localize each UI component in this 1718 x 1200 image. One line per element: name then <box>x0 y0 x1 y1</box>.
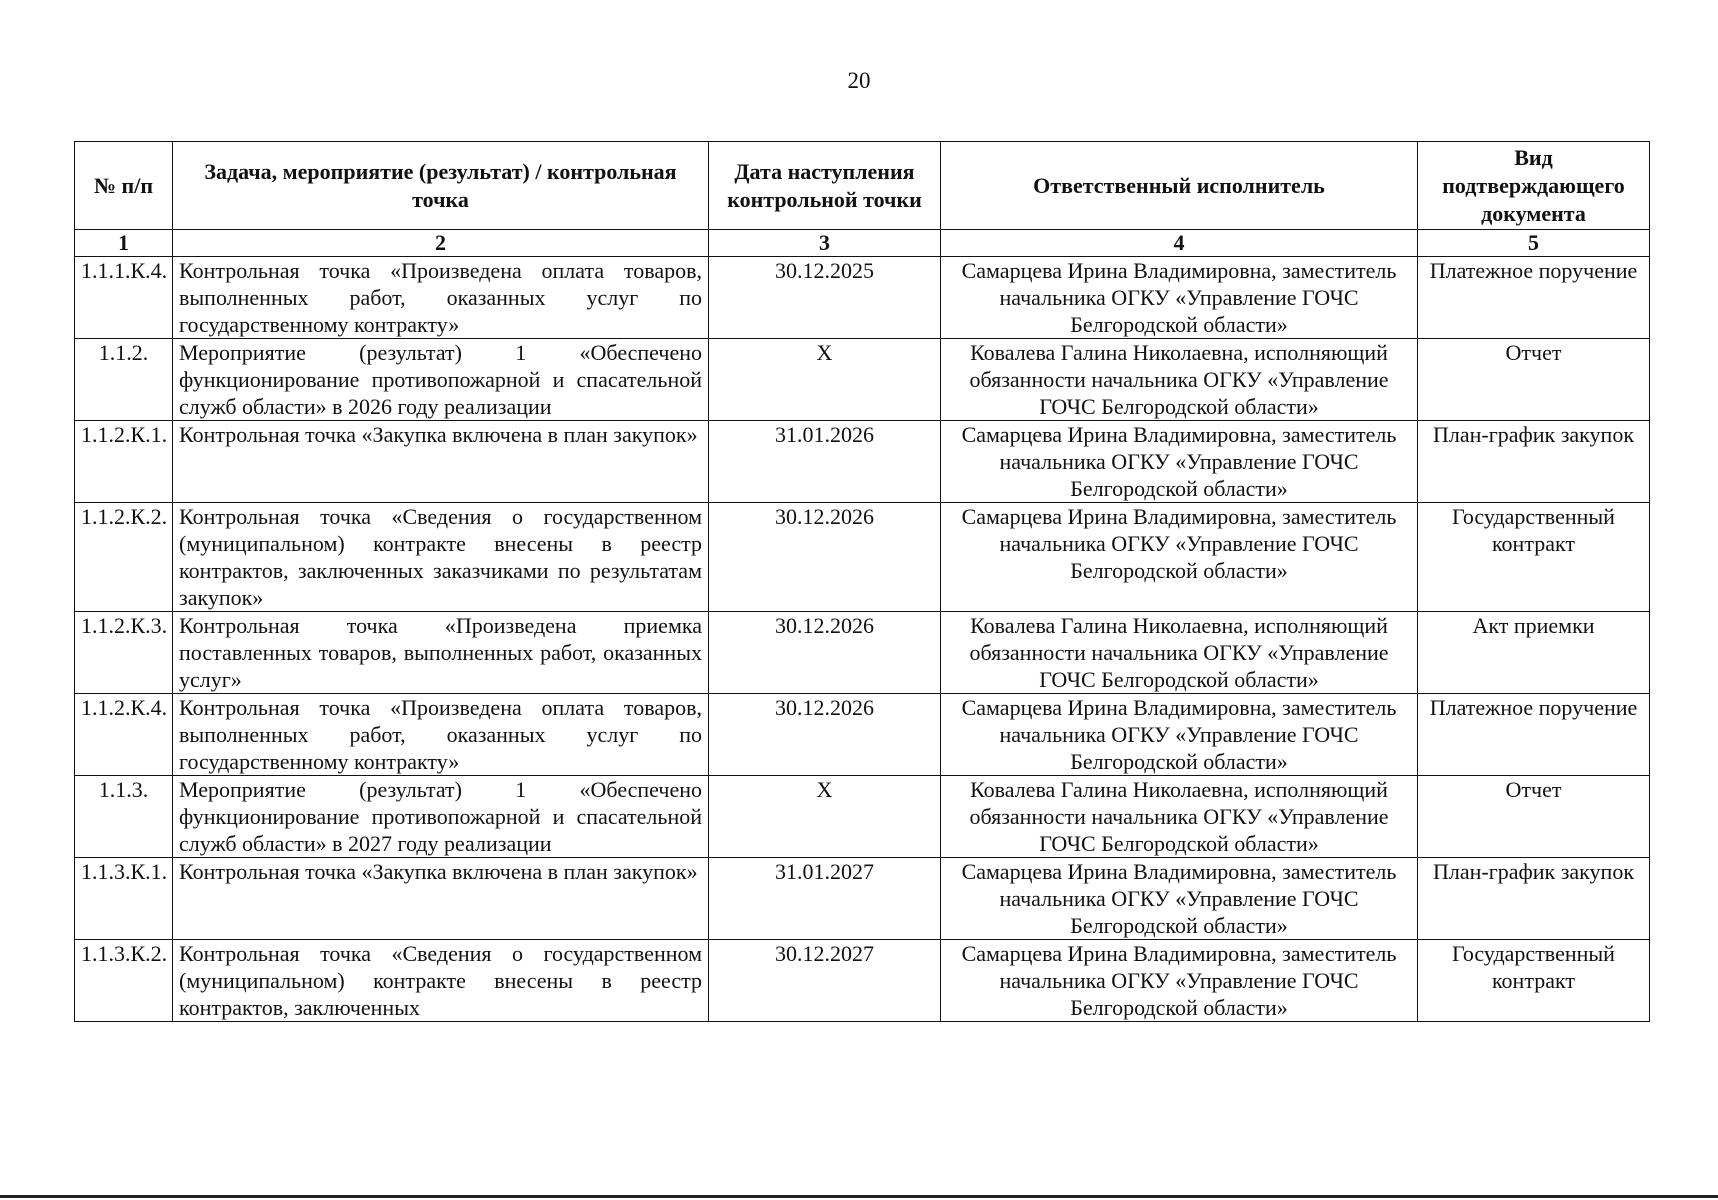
row-date: 30.12.2026 <box>709 612 941 694</box>
header-number: № п/п <box>75 142 173 230</box>
row-task: Контрольная точка «Сведения о государственном (муниципальном) контракте внесены в реестр контрактов, заключенных <box>173 940 709 1022</box>
row-document: Акт приемки <box>1418 612 1650 694</box>
row-task: Контрольная точка «Произведена оплата товаров, выполненных работ, оказанных услуг по государственному контракту» <box>173 257 709 339</box>
row-task: Контрольная точка «Закупка включена в план закупок» <box>173 858 709 940</box>
column-number-row <box>75 230 1650 257</box>
row-responsible: Самарцева Ирина Владимировна, заместитель начальника ОГКУ «Управление ГОЧС Белгородской области» <box>941 694 1418 776</box>
row-responsible: Ковалева Галина Николаевна, исполняющий обязанности начальника ОГКУ «Управление ГОЧС Белгородской области» <box>941 339 1418 421</box>
column-number: 1 <box>75 230 173 257</box>
row-number: 1.1.2.К.1. <box>75 421 173 503</box>
row-document: Отчет <box>1418 339 1650 421</box>
row-task: Мероприятие (результат) 1 «Обеспечено функционирование противопожарной и спасательной служб области» в 2027 году реализации <box>173 776 709 858</box>
table-row <box>75 694 1650 776</box>
table-row <box>75 339 1650 421</box>
page-bottom-edge <box>0 1195 1718 1198</box>
row-date: 30.12.2026 <box>709 694 941 776</box>
row-date: 31.01.2027 <box>709 858 941 940</box>
row-number: 1.1.2.К.4. <box>75 694 173 776</box>
row-number: 1.1.2.К.3. <box>75 612 173 694</box>
row-responsible: Ковалева Галина Николаевна, исполняющий обязанности начальника ОГКУ «Управление ГОЧС Белгородской области» <box>941 612 1418 694</box>
row-number: 1.1.2. <box>75 339 173 421</box>
column-number: 5 <box>1418 230 1650 257</box>
table-row <box>75 257 1650 339</box>
row-responsible: Ковалева Галина Николаевна, исполняющий обязанности начальника ОГКУ «Управление ГОЧС Белгородской области» <box>941 776 1418 858</box>
row-responsible: Самарцева Ирина Владимировна, заместитель начальника ОГКУ «Управление ГОЧС Белгородской области» <box>941 858 1418 940</box>
row-task: Мероприятие (результат) 1 «Обеспечено функционирование противопожарной и спасательной служб области» в 2026 году реализации <box>173 339 709 421</box>
row-date: X <box>709 339 941 421</box>
row-responsible: Самарцева Ирина Владимировна, заместитель начальника ОГКУ «Управление ГОЧС Белгородской области» <box>941 503 1418 612</box>
row-task: Контрольная точка «Произведена приемка поставленных товаров, выполненных работ, оказанных услуг» <box>173 612 709 694</box>
row-date: 30.12.2026 <box>709 503 941 612</box>
row-number: 1.1.1.К.4. <box>75 257 173 339</box>
table-header-row <box>75 142 1650 230</box>
row-document: Платежное поручение <box>1418 257 1650 339</box>
row-date: 30.12.2027 <box>709 940 941 1022</box>
header-responsible: Ответственный исполнитель <box>941 142 1418 230</box>
row-date: X <box>709 776 941 858</box>
row-task: Контрольная точка «Сведения о государственном (муниципальном) контракте внесены в реестр контрактов, заключенных заказчиками по результатам закупок» <box>173 503 709 612</box>
row-document: Платежное поручение <box>1418 694 1650 776</box>
table-row <box>75 503 1650 612</box>
row-document: Государственный контракт <box>1418 503 1650 612</box>
row-number: 1.1.2.К.2. <box>75 503 173 612</box>
header-task: Задача, мероприятие (результат) / контрольная точка <box>173 142 709 230</box>
row-date: 31.01.2026 <box>709 421 941 503</box>
table-row <box>75 612 1650 694</box>
row-document: План-график закупок <box>1418 858 1650 940</box>
row-responsible: Самарцева Ирина Владимировна, заместитель начальника ОГКУ «Управление ГОЧС Белгородской области» <box>941 257 1418 339</box>
row-responsible: Самарцева Ирина Владимировна, заместитель начальника ОГКУ «Управление ГОЧС Белгородской области» <box>941 421 1418 503</box>
table-row <box>75 940 1650 1022</box>
page-number: 20 <box>847 68 871 93</box>
column-number: 4 <box>941 230 1418 257</box>
row-number: 1.1.3.К.1. <box>75 858 173 940</box>
row-document: Государственный контракт <box>1418 940 1650 1022</box>
row-task: Контрольная точка «Произведена оплата товаров, выполненных работ, оказанных услуг по государственному контракту» <box>173 694 709 776</box>
row-document: План-график закупок <box>1418 421 1650 503</box>
row-task: Контрольная точка «Закупка включена в план закупок» <box>173 421 709 503</box>
header-date: Дата наступления контрольной точки <box>709 142 941 230</box>
column-number: 3 <box>709 230 941 257</box>
row-document: Отчет <box>1418 776 1650 858</box>
table-row <box>75 858 1650 940</box>
control-points-table <box>74 141 1650 1022</box>
row-responsible: Самарцева Ирина Владимировна, заместитель начальника ОГКУ «Управление ГОЧС Белгородской области» <box>941 940 1418 1022</box>
header-document-type: Вид подтверждающего документа <box>1418 142 1650 230</box>
table-row <box>75 421 1650 503</box>
row-number: 1.1.3. <box>75 776 173 858</box>
table-row <box>75 776 1650 858</box>
row-number: 1.1.3.К.2. <box>75 940 173 1022</box>
column-number: 2 <box>173 230 709 257</box>
row-date: 30.12.2025 <box>709 257 941 339</box>
